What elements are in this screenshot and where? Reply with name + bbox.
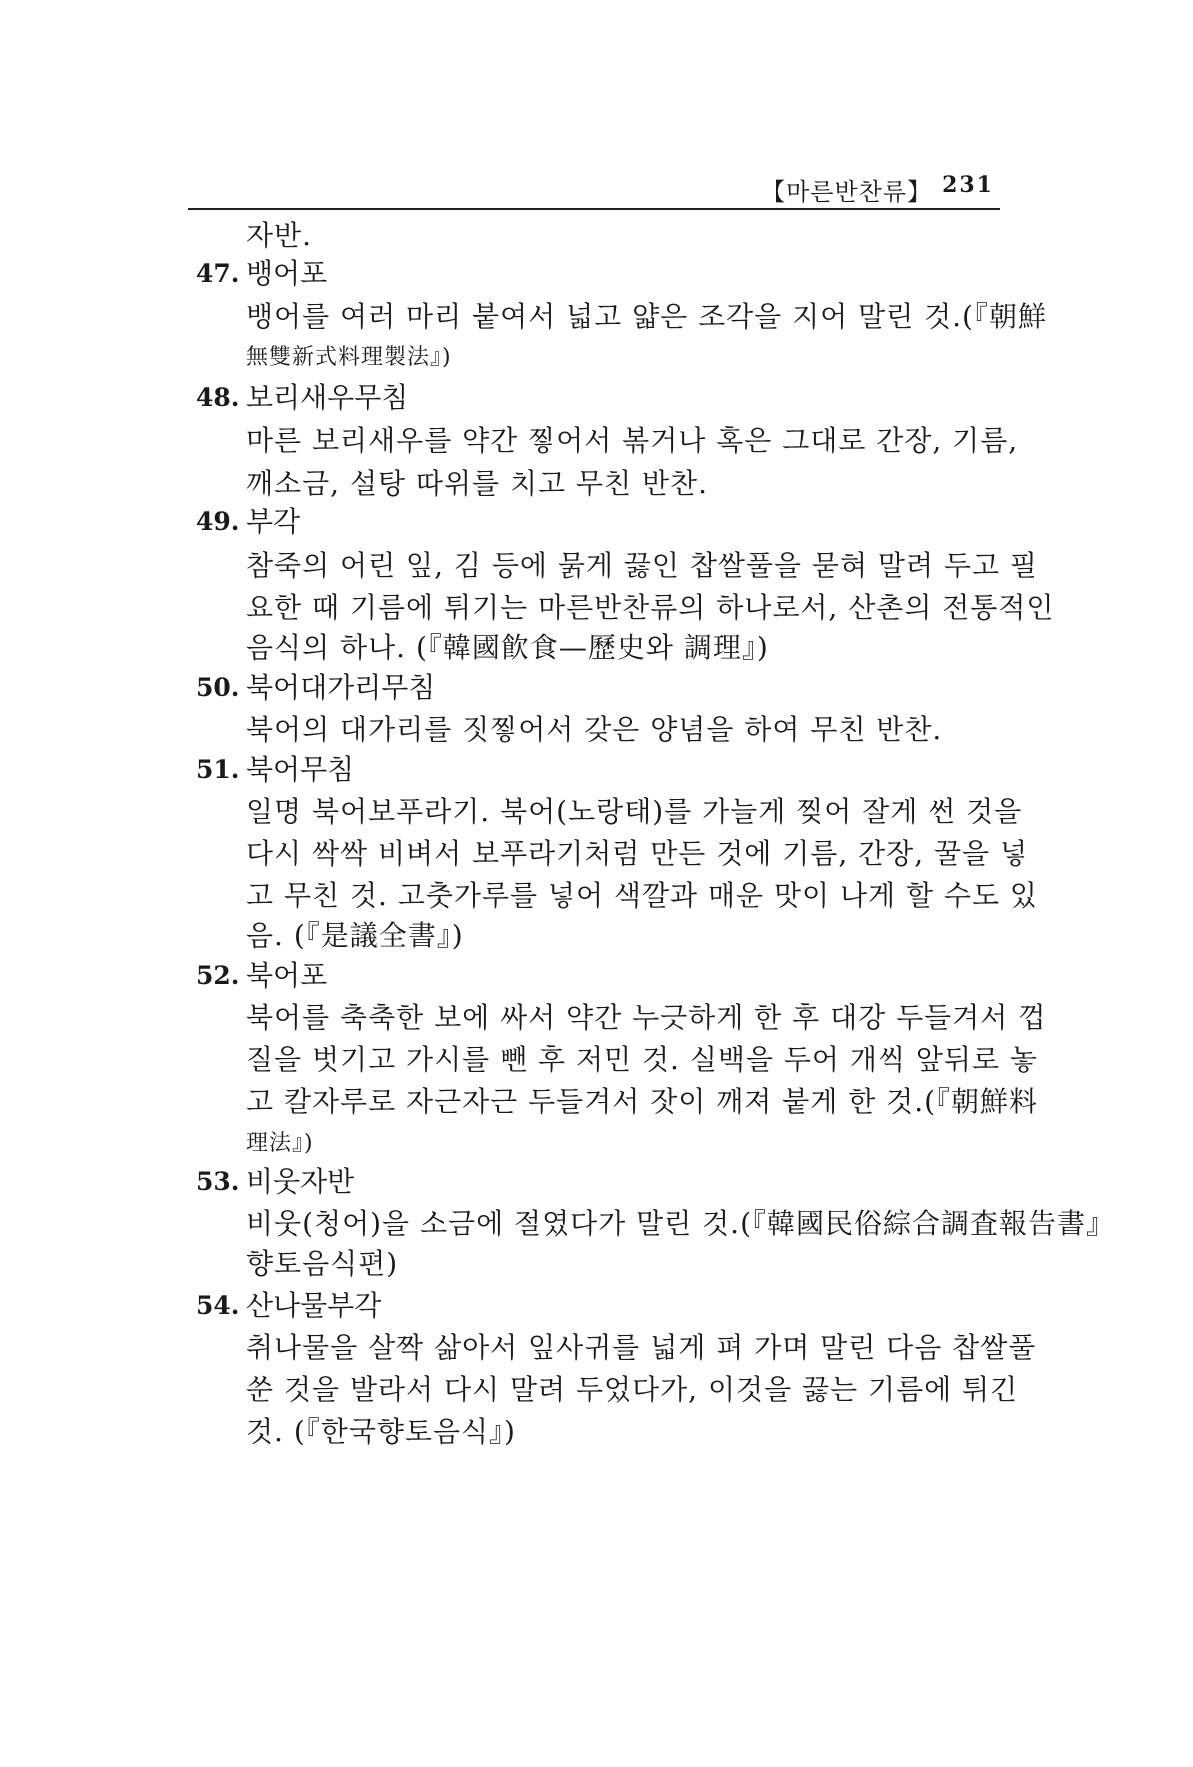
running-header [188,168,1000,210]
section-title: 【마른반찬류】 [761,178,932,206]
entry-text-line: 고 칼자루로 자근자근 두들겨서 잣이 깨져 붙게 한 것.(『朝鮮料 [246,1085,1039,1118]
entry-title: 뱅어포 [246,257,328,290]
entry-text-line: 질을 벗기고 가시를 뺀 후 저민 것. 실백을 두어 개씩 앞뒤로 놓 [246,1043,1038,1076]
entry-title: 북어포 [246,959,328,992]
entry-title: 비웃자반 [246,1165,355,1198]
entry-number: 54. [196,1291,240,1320]
continuation-text: 자반. [246,219,312,252]
entry-number: 48. [196,383,240,412]
entry-title: 산나물부각 [246,1289,382,1322]
entry-text-line: 다시 싹싹 비벼서 보푸라기처럼 만든 것에 기름, 간장, 꿀을 넣 [246,837,1029,870]
entry-title: 북어무침 [246,753,355,786]
entry-text-line: 취나물을 살짝 삶아서 잎사귀를 넓게 펴 가며 말린 다음 찹쌀풀 [246,1331,1037,1364]
entry-text-line: 것. (『한국향토음식』) [246,1415,516,1448]
page-number: 231 [942,172,994,198]
entry-text-line: 북어의 대가리를 짓찧어서 갖은 양념을 하여 무친 반찬. [246,713,943,746]
entry-number: 51. [196,755,240,784]
entry-number: 47. [196,259,240,288]
entry-text-line: 고 무친 것. 고춧가루를 넣어 색깔과 매운 맛이 나게 할 수도 있 [246,879,1038,912]
entry-number: 53. [196,1167,240,1196]
entry-text-line: 비웃(청어)을 소금에 절였다가 말린 것.(『韓國民俗綜合調査報告書』 [246,1207,1115,1240]
entry-number: 50. [196,673,240,702]
entry-text-line: 참죽의 어린 잎, 김 등에 묽게 끓인 찹쌀풀을 묻혀 말려 두고 필 [246,549,1038,582]
entry-text-line: 향토음식편) [246,1247,399,1280]
entry-text-line: 음. (『是議全書』) [246,919,464,952]
entry-text-line: 理法』) [246,1131,314,1156]
entry-text-line: 북어를 축축한 보에 싸서 약간 누긋하게 한 후 대강 두들겨서 껍 [246,1001,1047,1034]
entry-text-line: 쑨 것을 발라서 다시 말려 두었다가, 이것을 끓는 기름에 튀긴 [246,1373,1019,1406]
entry-title: 보리새우무침 [246,381,409,414]
entry-text-line: 음식의 하나. (『韓國飮食—歷史와 調理』) [246,631,769,664]
entry-text-line: 요한 때 기름에 튀기는 마른반찬류의 하나로서, 산촌의 전통적인 [246,591,1055,624]
entry-title: 북어대가리무침 [246,671,436,704]
entry-title: 부각 [246,505,301,538]
entry-text-line: 뱅어를 여러 마리 붙여서 넓고 얇은 조각을 지어 말린 것.(『朝鮮 [246,300,1047,333]
entry-number: 52. [196,961,240,990]
entry-text-line: 無雙新式料理製法』) [246,345,452,370]
entry-text-line: 깨소금, 설탕 따위를 치고 무친 반찬. [246,467,708,500]
entry-text-line: 마른 보리새우를 약간 찧어서 볶거나 혹은 그대로 간장, 기름, [246,424,1019,457]
entry-number: 49. [196,507,240,536]
entry-text-line: 일명 북어보푸라기. 북어(노랑태)를 가늘게 찢어 잘게 썬 것을 [246,795,1023,828]
